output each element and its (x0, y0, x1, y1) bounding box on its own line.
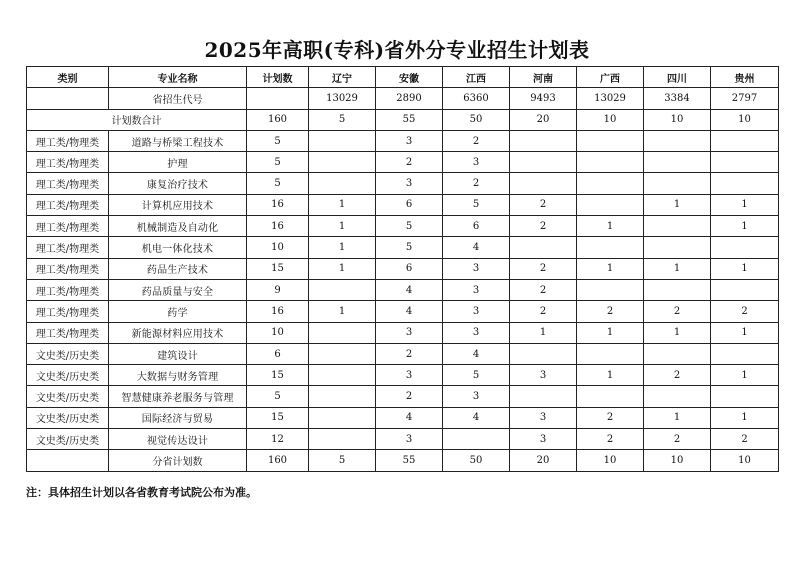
row-value: 1 (577, 258, 644, 279)
row-value: 2 (510, 216, 577, 237)
row-value (577, 279, 644, 300)
province-code: 13029 (309, 88, 376, 109)
row-value: 1 (577, 365, 644, 386)
row-value: 1 (644, 258, 711, 279)
row-value: 2 (644, 365, 711, 386)
subtotal-value: 20 (510, 450, 577, 471)
row-category: 理工类/物理类 (27, 279, 109, 300)
row-value: 2 (644, 301, 711, 322)
row-value: 4 (376, 279, 443, 300)
row-category: 文史类/历史类 (27, 365, 109, 386)
header-province: 广西 (577, 67, 644, 88)
row-plan: 16 (247, 216, 309, 237)
row-value: 1 (711, 194, 779, 215)
row-plan: 5 (247, 152, 309, 173)
row-value: 4 (443, 237, 510, 258)
header-province: 江西 (443, 67, 510, 88)
row-value: 3 (443, 152, 510, 173)
row-major: 国际经济与贸易 (109, 407, 247, 428)
row-plan: 12 (247, 429, 309, 450)
row-value (510, 343, 577, 364)
row-value: 1 (577, 216, 644, 237)
total-value: 10 (644, 109, 711, 130)
row-major: 药学 (109, 301, 247, 322)
row-value: 1 (309, 194, 376, 215)
province-code: 6360 (443, 88, 510, 109)
row-value (510, 386, 577, 407)
row-value (644, 343, 711, 364)
row-value (510, 130, 577, 151)
row-value: 2 (510, 301, 577, 322)
total-value: 20 (510, 109, 577, 130)
row-value (309, 173, 376, 194)
row-value: 3 (443, 386, 510, 407)
row-value (577, 130, 644, 151)
table-row (27, 173, 779, 194)
row-major: 机械制造及自动化 (109, 216, 247, 237)
total-plan: 160 (247, 109, 309, 130)
row-value: 1 (711, 258, 779, 279)
table-row (27, 407, 779, 428)
row-value (309, 279, 376, 300)
row-value: 4 (443, 407, 510, 428)
row-major: 计算机应用技术 (109, 194, 247, 215)
row-value: 3 (376, 173, 443, 194)
table-row (27, 365, 779, 386)
row-value: 3 (443, 258, 510, 279)
row-value (711, 152, 779, 173)
row-value (577, 152, 644, 173)
row-value (711, 173, 779, 194)
total-value: 55 (376, 109, 443, 130)
total-label: 计划数合计 (27, 109, 247, 130)
row-category: 文史类/历史类 (27, 429, 109, 450)
row-value (309, 130, 376, 151)
row-value: 2 (644, 429, 711, 450)
header-plan: 计划数 (247, 67, 309, 88)
table-row (27, 279, 779, 300)
row-plan: 9 (247, 279, 309, 300)
province-code: 2890 (376, 88, 443, 109)
row-value: 6 (376, 194, 443, 215)
subtotal-row (27, 450, 779, 471)
row-value: 2 (376, 343, 443, 364)
row-value: 3 (376, 322, 443, 343)
row-value: 2 (577, 429, 644, 450)
row-value: 1 (644, 322, 711, 343)
header-category: 类别 (27, 67, 109, 88)
row-value: 4 (376, 407, 443, 428)
row-value: 3 (443, 301, 510, 322)
row-value (644, 279, 711, 300)
row-value (510, 173, 577, 194)
row-plan: 15 (247, 407, 309, 428)
row-value (309, 343, 376, 364)
row-plan: 15 (247, 258, 309, 279)
row-value (577, 237, 644, 258)
row-value: 1 (577, 322, 644, 343)
row-category: 理工类/物理类 (27, 152, 109, 173)
row-category: 文史类/历史类 (27, 407, 109, 428)
table-row (27, 237, 779, 258)
row-major: 康复治疗技术 (109, 173, 247, 194)
row-value (309, 429, 376, 450)
row-plan: 5 (247, 386, 309, 407)
table-row (27, 152, 779, 173)
row-value (577, 194, 644, 215)
province-code: 3384 (644, 88, 711, 109)
row-value: 1 (711, 407, 779, 428)
row-value (510, 237, 577, 258)
code-row-blank (27, 88, 109, 109)
table-row (27, 429, 779, 450)
row-value (577, 386, 644, 407)
row-category: 理工类/物理类 (27, 173, 109, 194)
row-plan: 6 (247, 343, 309, 364)
row-major: 道路与桥梁工程技术 (109, 130, 247, 151)
row-value (577, 173, 644, 194)
row-value: 1 (711, 365, 779, 386)
row-value: 2 (577, 301, 644, 322)
row-value (711, 130, 779, 151)
subtotal-blank (27, 450, 109, 471)
header-province: 河南 (510, 67, 577, 88)
row-major: 药品生产技术 (109, 258, 247, 279)
province-code-row (27, 88, 779, 109)
row-value (644, 386, 711, 407)
row-value: 1 (711, 322, 779, 343)
subtotal-label: 分省计划数 (109, 450, 247, 471)
row-value: 6 (443, 216, 510, 237)
row-value (711, 237, 779, 258)
row-value (644, 237, 711, 258)
row-value: 2 (711, 429, 779, 450)
subtotal-plan: 160 (247, 450, 309, 471)
province-code: 2797 (711, 88, 779, 109)
header-province: 辽宁 (309, 67, 376, 88)
row-value: 4 (443, 343, 510, 364)
row-value: 3 (376, 429, 443, 450)
row-value (309, 386, 376, 407)
table-row (27, 258, 779, 279)
row-value: 5 (376, 216, 443, 237)
row-category: 理工类/物理类 (27, 301, 109, 322)
row-value: 5 (376, 237, 443, 258)
row-value (510, 152, 577, 173)
subtotal-value: 5 (309, 450, 376, 471)
header-major: 专业名称 (109, 67, 247, 88)
table-row (27, 301, 779, 322)
total-value: 10 (711, 109, 779, 130)
row-value: 3 (510, 429, 577, 450)
row-value: 5 (443, 365, 510, 386)
row-value: 3 (376, 130, 443, 151)
row-value (309, 365, 376, 386)
row-value: 2 (577, 407, 644, 428)
table-row (27, 216, 779, 237)
row-value: 1 (309, 258, 376, 279)
row-value: 2 (443, 130, 510, 151)
row-plan: 10 (247, 322, 309, 343)
row-value (309, 322, 376, 343)
header-province: 四川 (644, 67, 711, 88)
total-value: 5 (309, 109, 376, 130)
row-value: 2 (711, 301, 779, 322)
row-value (711, 279, 779, 300)
row-value: 2 (376, 152, 443, 173)
row-plan: 10 (247, 237, 309, 258)
row-value (309, 407, 376, 428)
row-value (644, 130, 711, 151)
subtotal-value: 10 (644, 450, 711, 471)
row-value: 3 (443, 322, 510, 343)
header-province: 贵州 (711, 67, 779, 88)
row-value (644, 173, 711, 194)
table-row (27, 130, 779, 151)
table-row (27, 386, 779, 407)
province-code: 13029 (577, 88, 644, 109)
row-value: 3 (443, 279, 510, 300)
row-value: 1 (309, 301, 376, 322)
header-row (27, 67, 779, 88)
row-plan: 16 (247, 301, 309, 322)
row-category: 理工类/物理类 (27, 216, 109, 237)
table-row (27, 194, 779, 215)
row-value: 5 (443, 194, 510, 215)
row-major: 建筑设计 (109, 343, 247, 364)
row-plan: 5 (247, 173, 309, 194)
row-value (443, 429, 510, 450)
row-value (711, 343, 779, 364)
row-value: 1 (644, 407, 711, 428)
row-category: 文史类/历史类 (27, 386, 109, 407)
row-major: 大数据与财务管理 (109, 365, 247, 386)
code-row-label: 省招生代号 (109, 88, 247, 109)
row-value (644, 216, 711, 237)
row-value (309, 152, 376, 173)
row-category: 文史类/历史类 (27, 343, 109, 364)
row-value: 3 (510, 365, 577, 386)
subtotal-value: 55 (376, 450, 443, 471)
footnote: 注：具体招生计划以各省教育考试院公布为准。 (26, 486, 257, 499)
province-code: 9493 (510, 88, 577, 109)
table-row (27, 322, 779, 343)
row-value (711, 386, 779, 407)
row-value: 3 (376, 365, 443, 386)
row-category: 理工类/物理类 (27, 194, 109, 215)
row-major: 新能源材料应用技术 (109, 322, 247, 343)
subtotal-value: 10 (711, 450, 779, 471)
row-value: 1 (309, 237, 376, 258)
row-plan: 5 (247, 130, 309, 151)
row-major: 药品质量与安全 (109, 279, 247, 300)
row-value (577, 343, 644, 364)
row-value: 3 (510, 407, 577, 428)
table-row (27, 343, 779, 364)
row-category: 理工类/物理类 (27, 322, 109, 343)
row-plan: 16 (247, 194, 309, 215)
row-value: 2 (510, 279, 577, 300)
row-value: 2 (510, 194, 577, 215)
row-value (644, 152, 711, 173)
total-value: 10 (577, 109, 644, 130)
header-province: 安徽 (376, 67, 443, 88)
page-title: 2025年高职(专科)省外分专业招生计划表 (204, 38, 590, 62)
row-value: 1 (644, 194, 711, 215)
row-value: 2 (510, 258, 577, 279)
row-major: 视觉传达设计 (109, 429, 247, 450)
row-major: 智慧健康养老服务与管理 (109, 386, 247, 407)
row-value: 4 (376, 301, 443, 322)
row-category: 理工类/物理类 (27, 130, 109, 151)
row-value: 2 (443, 173, 510, 194)
subtotal-value: 50 (443, 450, 510, 471)
row-major: 护理 (109, 152, 247, 173)
subtotal-value: 10 (577, 450, 644, 471)
row-plan: 15 (247, 365, 309, 386)
total-value: 50 (443, 109, 510, 130)
row-major: 机电一体化技术 (109, 237, 247, 258)
total-row (27, 109, 779, 130)
row-category: 理工类/物理类 (27, 258, 109, 279)
row-value: 1 (510, 322, 577, 343)
row-value: 1 (309, 216, 376, 237)
enrollment-plan-table (26, 66, 779, 472)
row-value: 2 (376, 386, 443, 407)
row-value: 6 (376, 258, 443, 279)
row-value: 1 (711, 216, 779, 237)
row-category: 理工类/物理类 (27, 237, 109, 258)
code-row-blank (247, 88, 309, 109)
